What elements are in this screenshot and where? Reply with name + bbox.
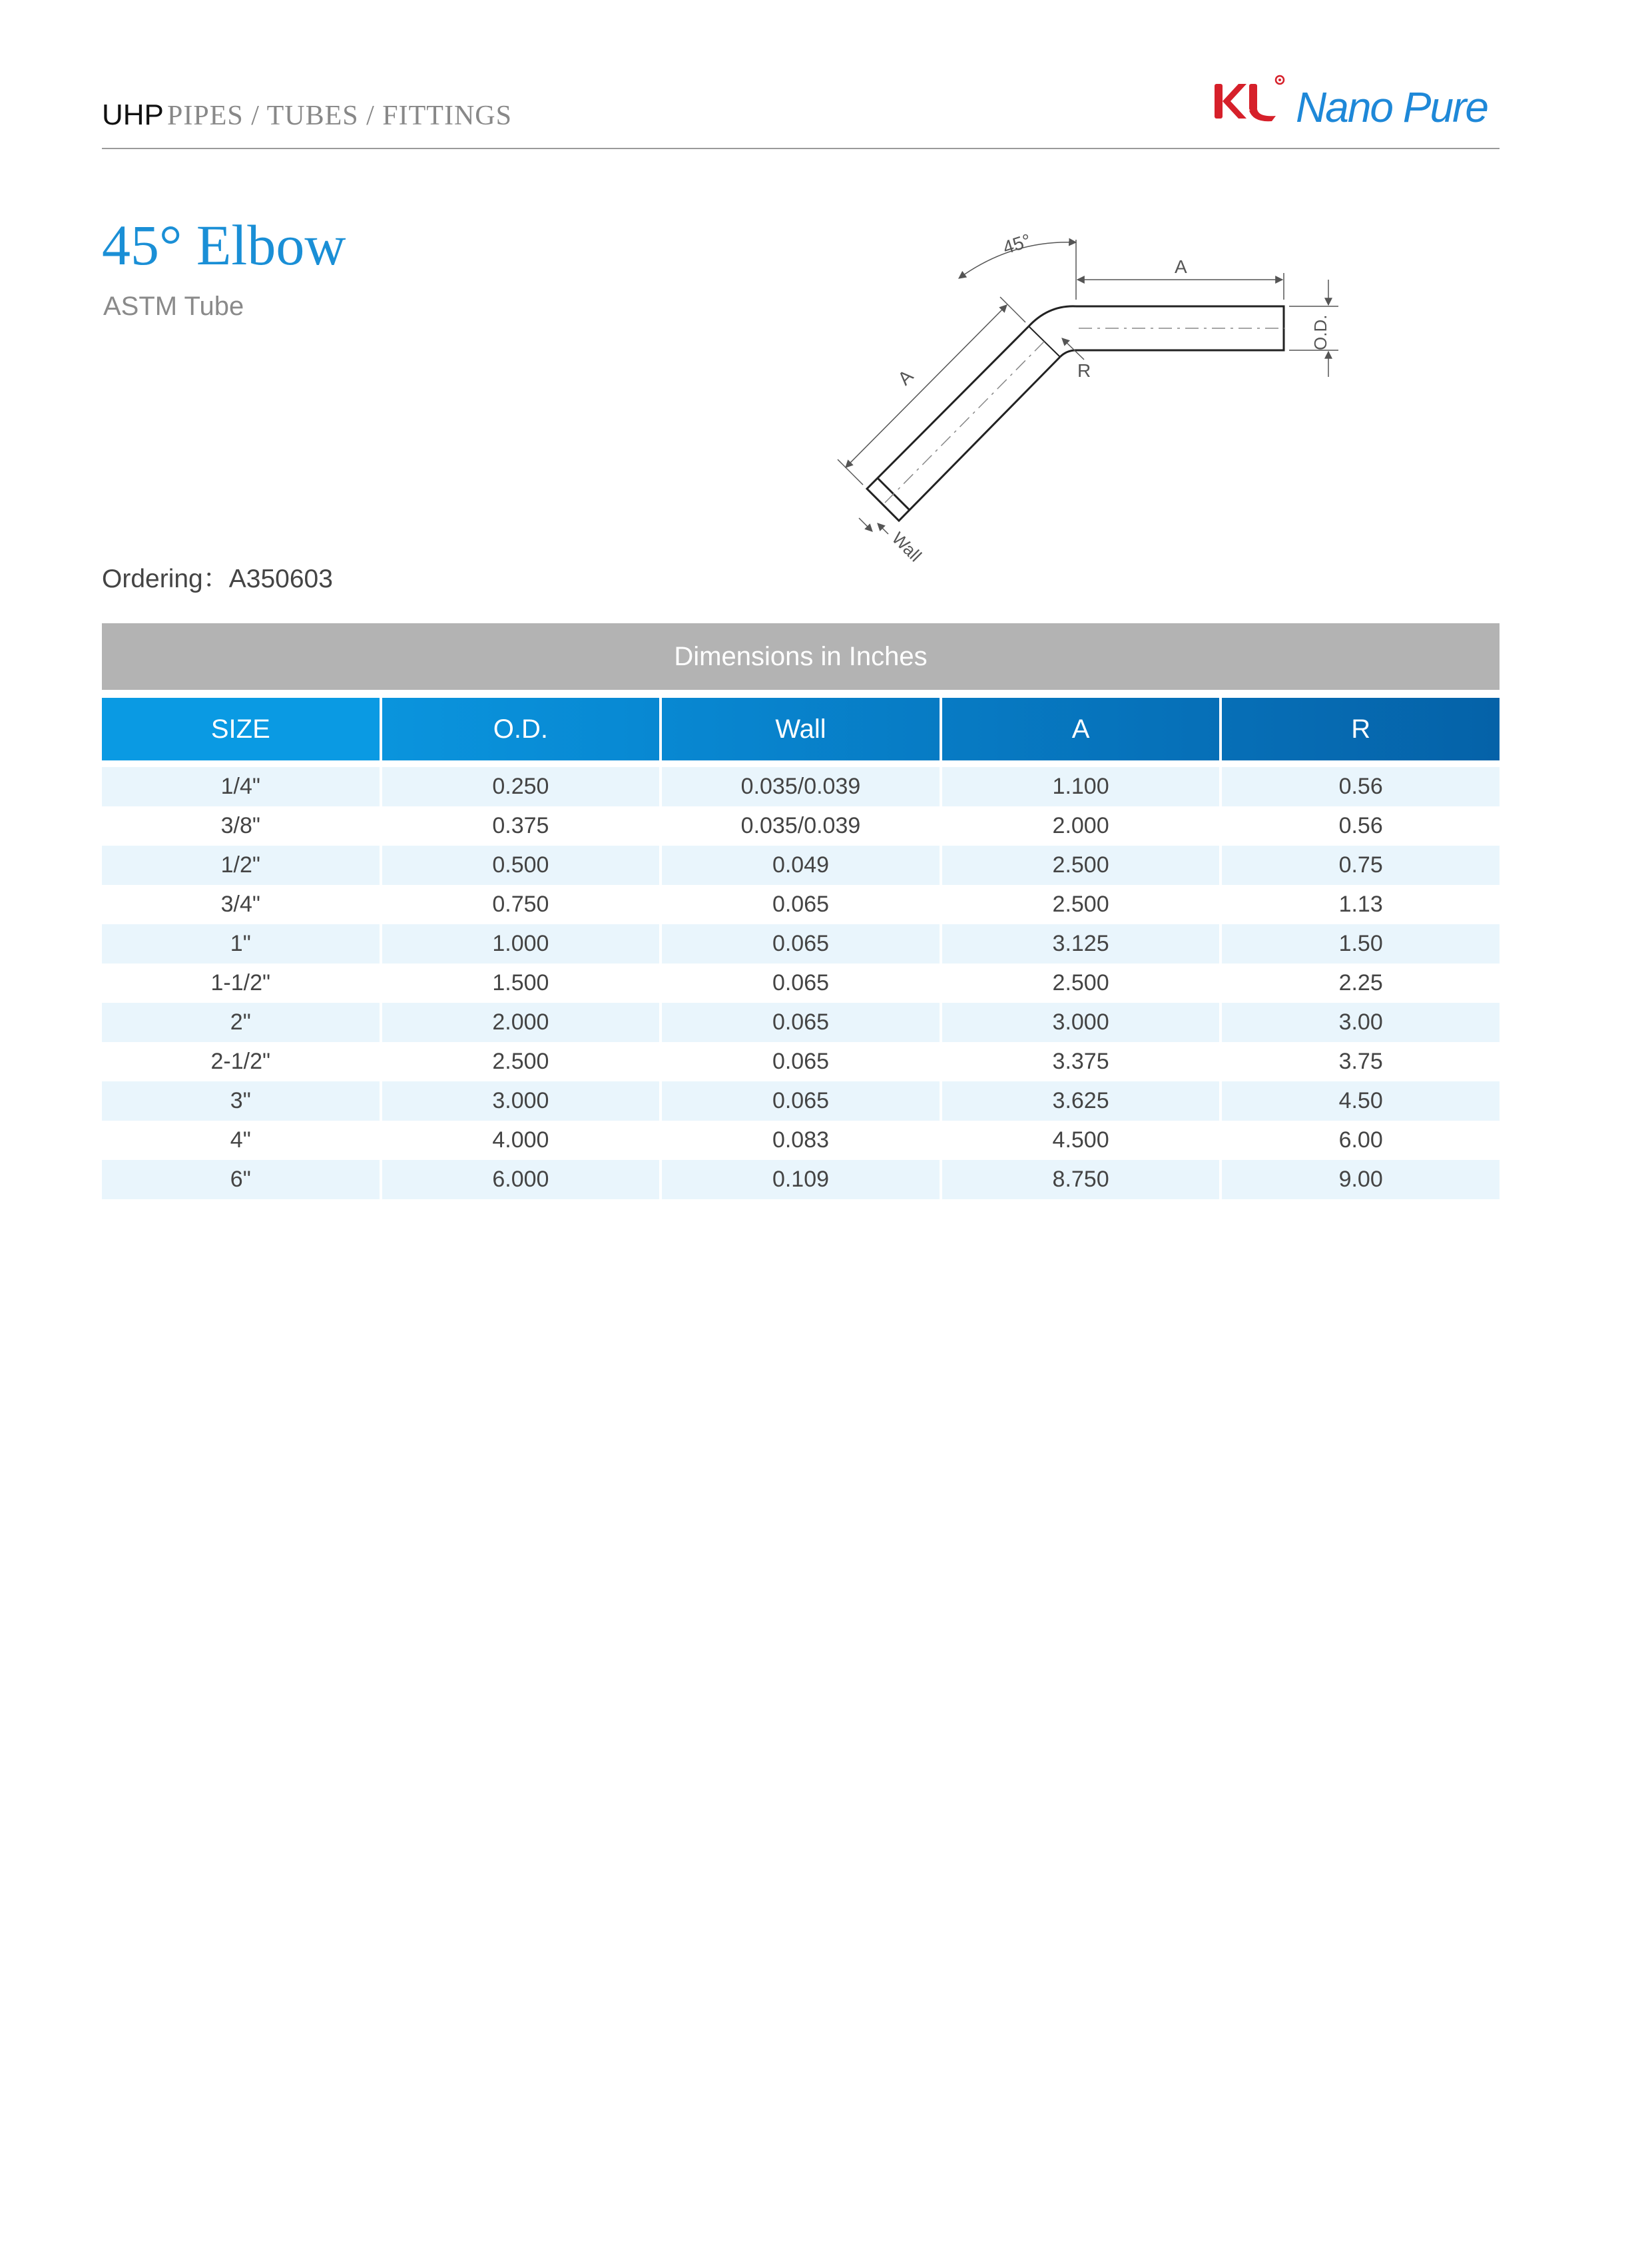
cell-od: 0.750 [492,892,549,917]
ordering-code: A350603 [228,565,333,593]
cell-wall: 0.065 [662,924,940,964]
dim-r-leader [1062,338,1084,360]
table-row [102,767,1500,806]
cell-od: 1.000 [382,924,660,964]
cell-wall: 0.065 [772,970,830,995]
cell-r: 0.75 [1222,846,1500,885]
table-band-title: Dimensions in Inches [102,623,1500,690]
cell-wall: 0.083 [772,1127,830,1153]
cell-a: 3.000 [942,1003,1220,1042]
cell-a: 1.100 [942,767,1220,806]
header-size: SIZE [102,698,380,760]
dim-a-angled [846,305,1007,467]
table-row [102,885,1500,924]
table-row [102,1003,1500,1042]
elbow-diagram [826,220,1358,579]
cell-size: 3/4" [220,892,260,917]
table-row [102,964,1500,1003]
cell-wall: 0.065 [662,1081,940,1121]
header-wall: Wall [662,698,940,760]
cell-a: 4.500 [1052,1127,1109,1153]
cell-wall: 0.035/0.039 [662,767,940,806]
cell-a: 2.500 [942,846,1220,885]
angle-label: 45° [1000,230,1034,258]
header-divider [102,148,1500,149]
kl-logo-icon [1212,72,1292,132]
table-row [102,924,1500,964]
cell-od: 2.000 [382,1003,660,1042]
cell-wall: 0.065 [662,1003,940,1042]
category-title [102,99,512,132]
cell-od: 0.375 [492,813,549,838]
cell-size: 1" [102,924,380,964]
cell-r: 6.00 [1338,1127,1383,1153]
cell-r: 3.75 [1338,1049,1383,1074]
table-row [102,1081,1500,1121]
product-title: 45° Elbow [102,213,346,277]
cell-a: 3.125 [942,924,1220,964]
cell-od: 3.000 [382,1081,660,1121]
cell-size: 2" [102,1003,380,1042]
cell-a: 2.000 [1052,813,1109,838]
brand-name: Nano Pure [1296,83,1488,131]
cell-od: 1.500 [492,970,549,995]
table-row [102,846,1500,885]
r-label: R [1077,360,1091,381]
cell-od: 2.500 [492,1049,549,1074]
cell-a: 2.500 [1052,892,1109,917]
cell-size: 2-1/2" [210,1049,271,1074]
cell-wall: 0.109 [662,1160,940,1199]
cell-od: 6.000 [382,1160,660,1199]
cell-r: 4.50 [1222,1081,1500,1121]
category-light: PIPES / TUBES / FITTINGS [167,101,512,131]
table-row [102,1042,1500,1081]
cell-r: 3.00 [1222,1003,1500,1042]
a-angled-label: A [894,366,918,390]
wall-label: Wall [888,528,926,566]
cell-a: 3.625 [942,1081,1220,1121]
header-r: R [1222,698,1500,760]
cell-size: 3" [102,1081,380,1121]
table-row [102,1121,1500,1160]
ordering-line [102,558,333,595]
cell-size: 6" [102,1160,380,1199]
cell-wall: 0.049 [662,846,940,885]
table-row [102,806,1500,846]
a-straight-label: A [1175,256,1187,277]
cell-r: 0.56 [1338,813,1383,838]
cell-od: 4.000 [492,1127,549,1153]
cell-size: 1/4" [102,767,380,806]
cell-size: 1/2" [102,846,380,885]
od-label: O.D. [1310,314,1330,350]
cell-size: 4" [230,1127,251,1153]
product-subtitle: ASTM Tube [103,292,244,321]
cell-od: 0.250 [382,767,660,806]
cell-wall: 0.035/0.039 [740,813,861,838]
cell-size: 3/8" [220,813,260,838]
ordering-label: Ordering： [102,565,229,593]
cell-wall: 0.065 [772,892,830,917]
cell-a: 2.500 [1052,970,1109,995]
table-header-row [102,698,1500,760]
cell-od: 0.500 [382,846,660,885]
table-body [102,767,1500,1199]
cell-size: 1-1/2" [210,970,271,995]
cell-wall: 0.065 [772,1049,830,1074]
header-a: A [942,698,1220,760]
table-row [102,1160,1500,1199]
cell-a: 8.750 [942,1160,1220,1199]
cell-r: 2.25 [1338,970,1383,995]
cell-r: 0.56 [1222,767,1500,806]
cell-r: 1.50 [1222,924,1500,964]
cell-r: 9.00 [1222,1160,1500,1199]
cell-r: 1.13 [1338,892,1383,917]
brand-logo [1212,72,1505,132]
centerline-angled [883,342,1044,505]
dimensions-table [102,623,1500,1199]
header-od: O.D. [382,698,660,760]
category-strong: UHP [102,99,164,131]
cell-a: 3.375 [1052,1049,1109,1074]
